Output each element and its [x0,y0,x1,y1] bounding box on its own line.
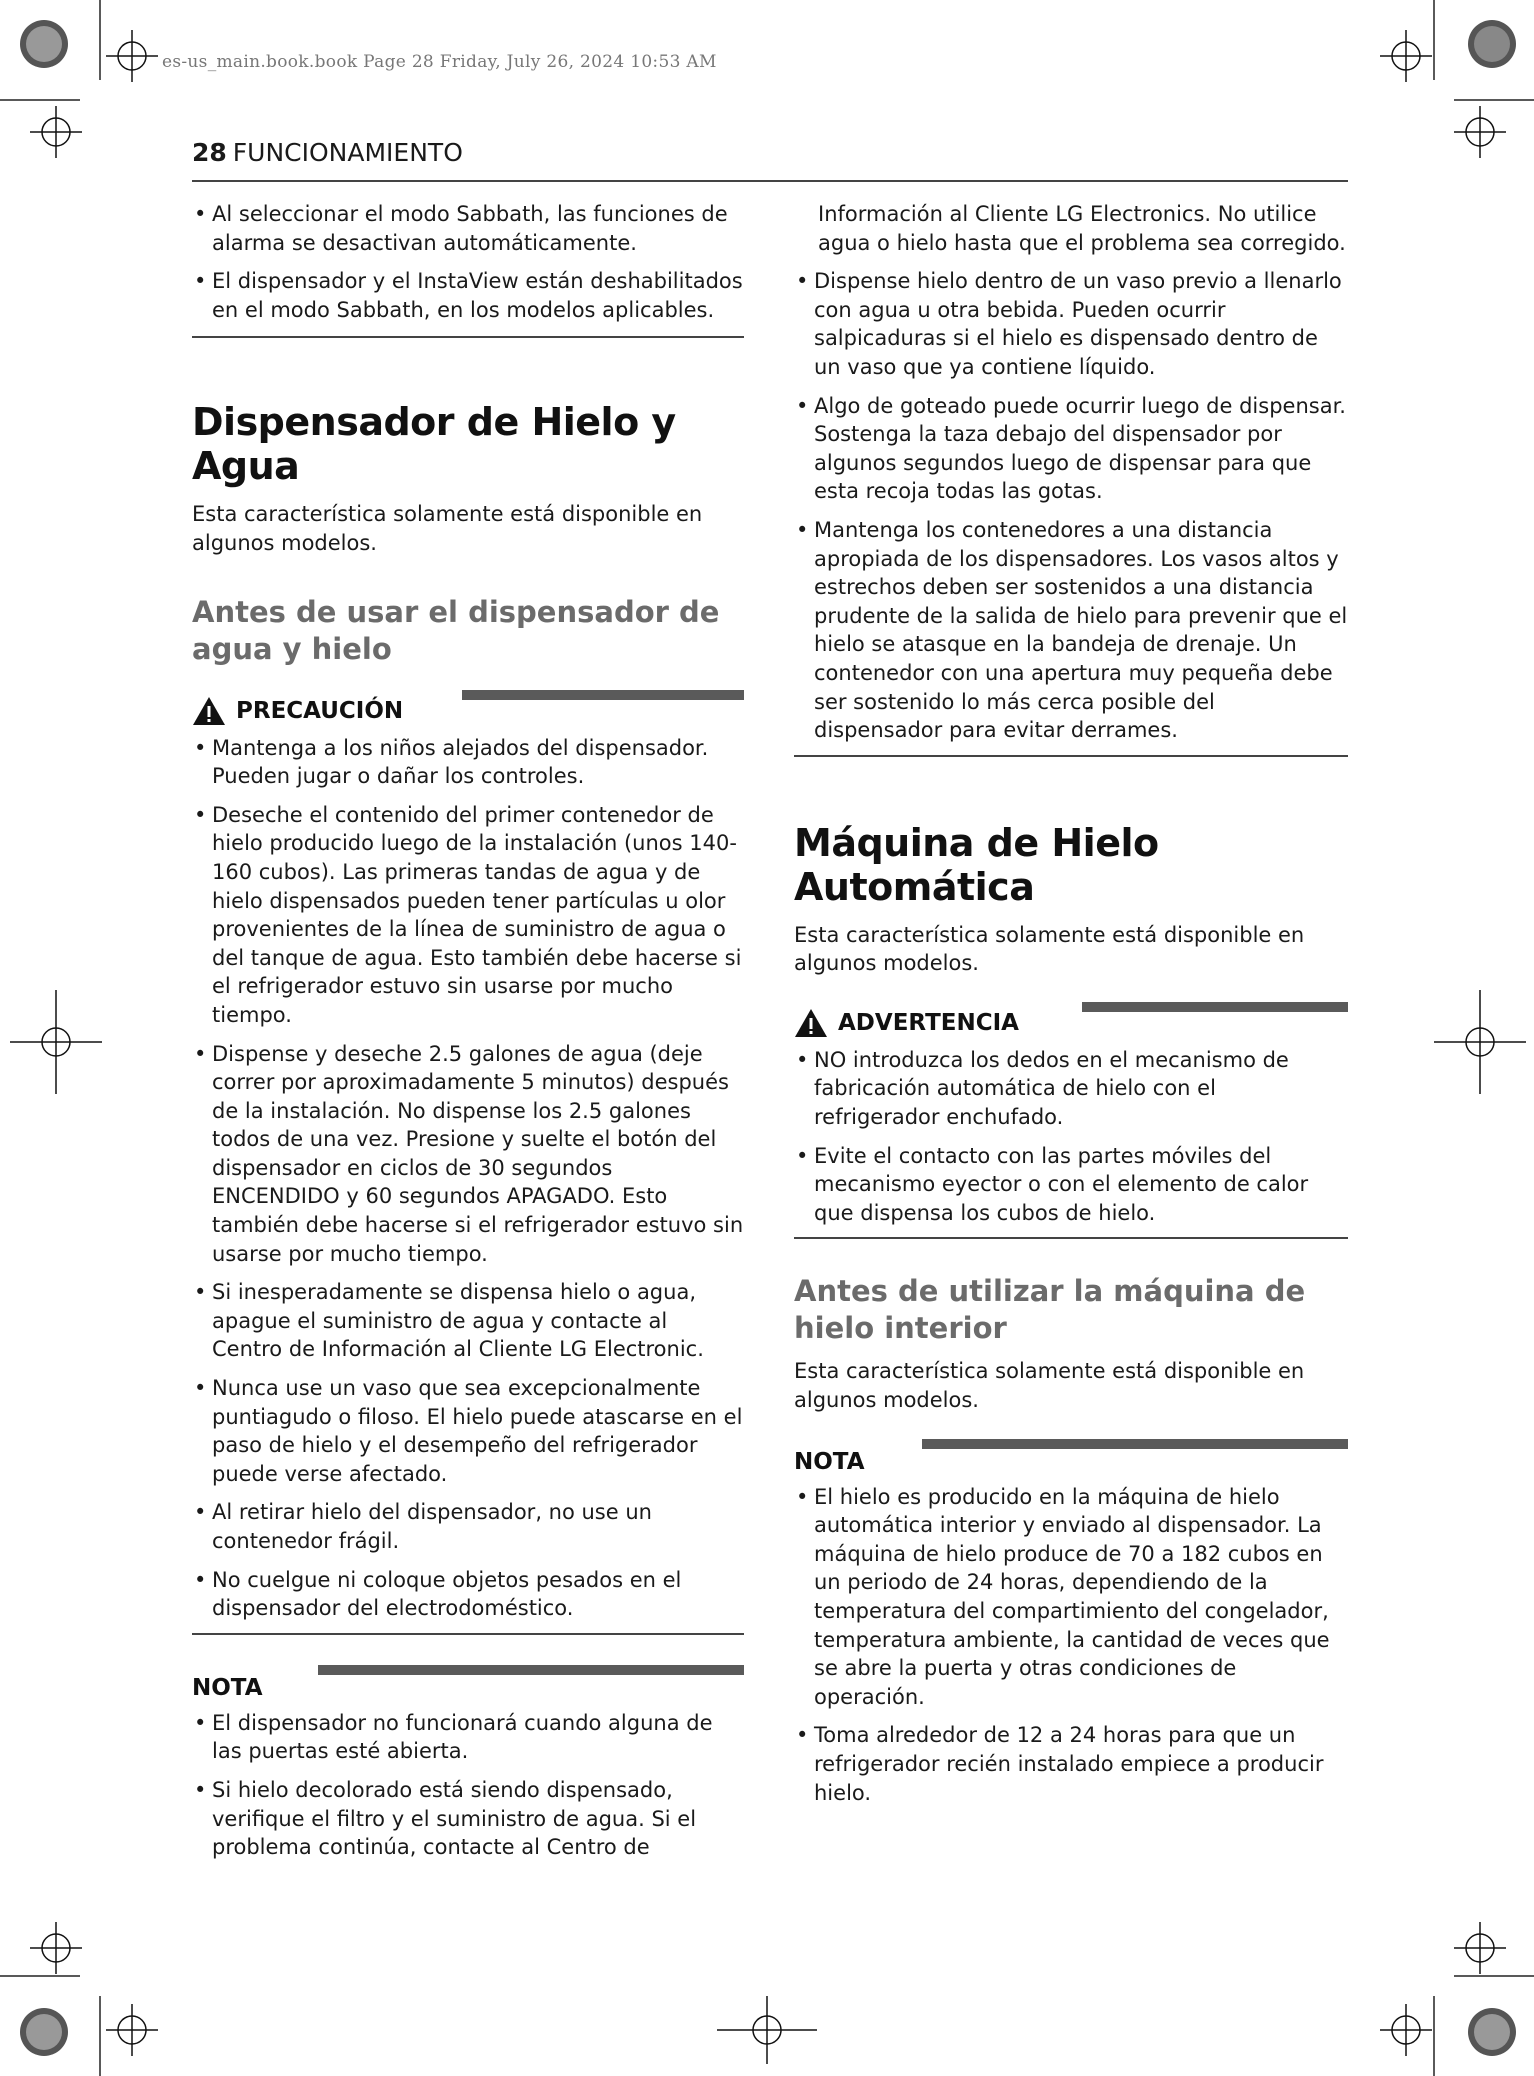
list-item: • Deseche el contenido del primer contenedor de hielo producido luego de la instalación (unos 140-160 cubos). Las primeras tandas de agua y de hielo dispensados pueden tener partículas u olor provenientes de la línea de suministro de agua o del tanque de agua. Esto también debe hacerse si el refrigerador estuvo sin usarse por mucho tiempo. [192,801,744,1030]
list-item: • Si inesperadamente se dispensa hielo o agua, apague el suministro de agua y contacte al Centro de Información al Cliente LG Electronic. [192,1278,744,1364]
section-divider [192,1633,744,1635]
section-intro: Esta característica solamente está disponible en algunos modelos. [794,922,1305,976]
list-item: • Algo de goteado puede ocurrir luego de dispensar. Sostenga la taza debajo del dispensador por algunos segundos luego de dispensar para que esta recoja todas las gotas. [794,392,1348,506]
registration-mark-lower-right [1454,1922,1506,1974]
list-item: • El hielo es producido en la máquina de hielo automática interior y enviado al dispensador. La máquina de hielo produce de 70 a 182 cubos en un periodo de 24 horas, dependiendo de la temperatura del compartimiento del congelador, temperatura ambiente, la cantidad de veces que se abre la puerta y otras condiciones de operación. [794,1483,1348,1712]
registration-mark-mid-left [10,990,102,1094]
caution-label: PRECAUCIÓN [236,697,404,724]
registration-mark-top-right [1380,30,1432,82]
note-label: NOTA [794,1448,865,1475]
subsection-title-before-use: Antes de usar el dispensador de agua y hielo [192,594,720,666]
printer-slug: es-us_main.book.book Page 28 Friday, July 26, 2024 10:53 AM [162,52,717,72]
page-section-title: FUNCIONAMIENTO [232,138,463,167]
sabbath-notes-list [192,200,744,324]
list-item: • Mantenga los contenedores a una distancia apropiada de los dispensadores. Los vasos altos y estrechos deben ser sostenidos a una distancia prudente de la salida de hielo para prevenir que el hielo se atasque en la bandeja de drenaje. Un contenedor con una apertura muy pequeña debe ser sostenido lo más cerca posible del dispensador para evitar derrames. [794,516,1348,745]
section-title-dispenser: Dispensador de Hielo y Agua [192,400,676,489]
caution-bar [462,690,744,700]
caution-list [192,734,744,1623]
registration-mark-upper-right [1454,106,1506,158]
color-disc-bottom-left [20,2008,68,2056]
list-item: • Al retirar hielo del dispensador, no use un contenedor frágil. [192,1498,744,1555]
list-item: • Si hielo decolorado está siendo dispensado, verifique el filtro y el suministro de agua. Si el problema continúa, contacte al Centro de [192,1776,744,1862]
subsection-intro: Esta característica solamente está disponible en algunos modelos. [794,1359,1305,1413]
list-item: • El dispensador no funcionará cuando alguna de las puertas esté abierta. [192,1709,744,1766]
warning-label: ADVERTENCIA [838,1009,1019,1036]
warning-bar [1082,1002,1348,1012]
registration-mark-bottom-center [717,1996,817,2064]
page-number: 28 [192,138,227,167]
list-item: • Mantenga a los niños alejados del dispensador. Pueden jugar o dañar los controles. [192,734,744,791]
section-divider [794,755,1348,757]
list-item: • Dispense y deseche 2.5 galones de agua (deje correr por aproximadamente 5 minutos) después de la instalación. No dispense los 2.5 galones todos de una vez. Presione y suelte el botón del dispensador en ciclos de 30 segundos ENCENDIDO y 60 segundos APAGADO. Esto también debe hacerse si el refrigerador estuvo sin usarse por mucho tiempo. [192,1040,744,1269]
registration-mark-top-left [106,30,158,82]
list-item: • Dispense hielo dentro de un vaso previo a llenarlo con agua u otra bebida. Pueden ocurrir salpicaduras si el hielo es dispensado dentro de un vaso que ya contiene líquido. [794,267,1348,381]
registration-mark-mid-right [1434,990,1526,1094]
note-bar [922,1439,1348,1449]
note-list-continued [794,200,1348,745]
list-item: • No cuelgue ni coloque objetos pesados en el dispensador del electrodoméstico. [192,1566,744,1623]
right-column [794,200,1348,1817]
warning-triangle-icon [794,1008,828,1038]
caution-header [192,690,744,726]
registration-mark-upper-left [30,106,82,158]
list-item: • Al seleccionar el modo Sabbath, las funciones de alarma se desactivan automáticamente. [192,200,744,257]
note-header [794,1439,1348,1475]
section-divider [192,336,744,338]
warning-list [794,1046,1348,1228]
section-title-ice-maker: Máquina de Hielo Automática [794,820,1159,909]
color-disc-bottom-right [1468,2008,1516,2056]
header-divider [192,180,1348,182]
note-list [794,1483,1348,1808]
left-column [192,200,744,1872]
list-item: • Toma alrededor de 12 a 24 horas para que un refrigerador recién instalado empiece a producir hielo. [794,1721,1348,1807]
note-header [192,1665,744,1701]
color-disc-top-left [20,20,68,68]
list-item: Información al Cliente LG Electronics. No utilice agua o hielo hasta que el problema sea corregido. [818,202,1346,255]
warning-triangle-icon [192,696,226,726]
subsection-title-before-use-ice-maker: Antes de utilizar la máquina de hielo interior [794,1274,1306,1346]
list-item: • El dispensador y el InstaView están deshabilitados en el modo Sabbath, en los modelos aplicables. [192,267,744,324]
warning-header [794,1002,1348,1038]
section-divider [794,1237,1348,1239]
section-intro: Esta característica solamente está disponible en algunos modelos. [192,502,703,555]
registration-mark-lower-left [30,1922,82,1974]
registration-mark-bottom-left [106,2004,158,2056]
page-header [192,138,1348,167]
note-bar [318,1665,744,1675]
note-label: NOTA [192,1674,263,1701]
list-item: • Evite el contacto con las partes móviles del mecanismo eyector o con el elemento de calor que dispensa los cubos de hielo. [794,1142,1348,1228]
color-disc-top-right [1468,20,1516,68]
list-item: • Nunca use un vaso que sea excepcionalmente puntiagudo o filoso. El hielo puede atascarse en el paso de hielo y el desempeño del refrigerador puede verse afectado. [192,1374,744,1488]
note-list [192,1709,744,1862]
registration-mark-bottom-right [1380,2004,1432,2056]
list-item: • NO introduzca los dedos en el mecanismo de fabricación automática de hielo con el refrigerador enchufado. [794,1046,1348,1132]
